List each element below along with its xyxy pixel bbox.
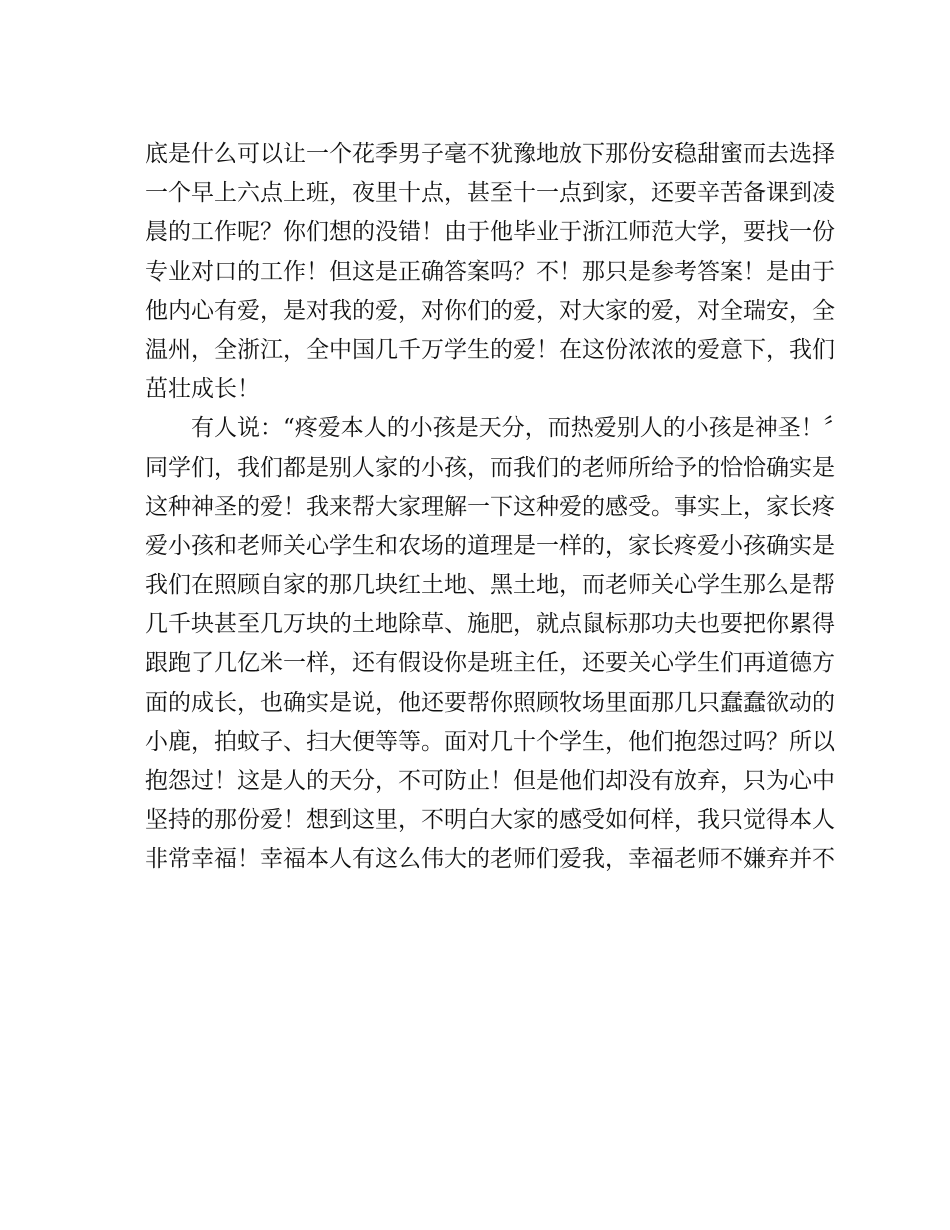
paragraph-1-line-1: 底是什么可以让一个花季男子毫不犹豫地放下那份安稳甜蜜而去选择 xyxy=(145,141,835,167)
paragraph-2-line-8: 面的成长，也确实是说，他还要帮你照顾牧场里面那几只蠢蠢欲动的 xyxy=(145,689,835,716)
paragraph-2-line-1: 有人说：“疼爱本人的小孩是天分，而热爱别人的小孩是神圣！〞 xyxy=(191,415,847,442)
paragraph-2-line-7: 跟跑了几亿米一样，还有假设你是班主任，还要关心学生们再道德方 xyxy=(145,650,835,677)
paragraph-2-line-9: 小鹿，拍蚊子、扫大便等等。面对几十个学生，他们抱怨过吗？所以 xyxy=(145,728,835,755)
paragraph-1-line-5: 他内心有爱，是对我的爱，对你们的爱，对大家的爱，对全瑞安，全 xyxy=(145,297,835,324)
paragraph-2-line-12: 非常幸福！幸福本人有这么伟大的老师们爱我，幸福老师不嫌弃并不 xyxy=(145,846,835,873)
paragraph-1-line-2: 一个早上六点上班，夜里十点，甚至十一点到家，还要辛苦备课到凌 xyxy=(145,180,835,207)
paragraph-1-line-4: 专业对口的工作！但这是正确答案吗？不！那只是参考答案！是由于 xyxy=(145,258,835,285)
paragraph-1-line-6: 温州，全浙江，全中国几千万学生的爱！在这份浓浓的爱意下，我们 xyxy=(145,336,835,363)
paragraph-1-line-7: 茁壮成长！ xyxy=(145,376,260,403)
paragraph-2-line-5: 我们在照顾自家的那几块红土地、黑土地，而老师关心学生那么是帮 xyxy=(145,572,835,599)
paragraph-1-line-3: 晨的工作呢？你们想的没错！由于他毕业于浙江师范大学，要找一份 xyxy=(145,219,835,246)
paragraph-2-line-6: 几千块甚至几万块的土地除草、施肥，就点鼠标那功夫也要把你累得 xyxy=(145,611,835,638)
body-text xyxy=(145,135,847,880)
paragraph-2-line-2: 同学们，我们都是别人家的小孩，而我们的老师所给予的恰恰确实是 xyxy=(145,454,835,481)
paragraph-2-line-11: 坚持的那份爱！想到这里，不明白大家的感受如何样，我只觉得本人 xyxy=(145,807,835,834)
paragraph-2-line-10: 抱怨过！这是人的天分，不可防止！但是他们却没有放弃，只为心中 xyxy=(145,768,835,794)
paragraph-2-line-4: 爱小孩和老师关心学生和农场的道理是一样的，家长疼爱小孩确实是 xyxy=(145,532,835,559)
paragraph-2-line-3: 这种神圣的爱！我来帮大家理解一下这种爱的感受。事实上，家长疼 xyxy=(145,493,835,520)
